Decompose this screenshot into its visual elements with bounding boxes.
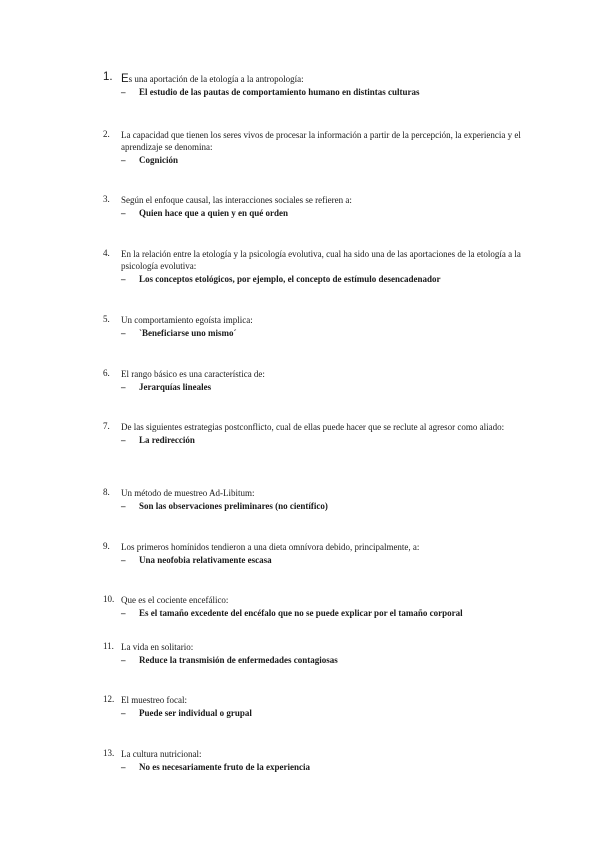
question-number: 1. bbox=[103, 71, 113, 83]
answer bbox=[121, 381, 523, 393]
question-item bbox=[103, 248, 523, 285]
answer-text: Cognición bbox=[139, 155, 179, 165]
bullet-dash: – bbox=[121, 655, 126, 665]
question-number: 7. bbox=[103, 421, 110, 431]
question-text: De las siguientes estrategias postconflicto, cual de ellas puede hacer que se reclute al agresor como aliado: bbox=[121, 422, 505, 432]
answer-text: Es el tamaño excedente del encéfalo que no se puede explicar por el tamaño corporal bbox=[139, 608, 463, 618]
answer-text: Puede ser individual o grupal bbox=[139, 708, 252, 718]
question-item bbox=[103, 487, 523, 512]
bullet-dash: – bbox=[121, 382, 126, 392]
bullet-dash: – bbox=[121, 762, 126, 772]
question-number: 2. bbox=[103, 129, 110, 139]
question-text: La capacidad que tienen los seres vivos de procesar la información a partir de la percepción, la experiencia y el aprendizaje se denomina: bbox=[121, 130, 521, 152]
question-item bbox=[103, 73, 523, 98]
question-number: 13. bbox=[103, 748, 115, 758]
answer-text: Jerarquías lineales bbox=[139, 382, 212, 392]
question-number: 3. bbox=[103, 194, 110, 204]
answer bbox=[121, 554, 523, 566]
question-initial: E bbox=[121, 73, 129, 85]
answer bbox=[121, 607, 523, 619]
answer-text: La redirección bbox=[139, 435, 195, 445]
question-text: Los primeros homínidos tendieron a una dieta omnívora debido, principalmente, a: bbox=[121, 542, 420, 552]
question-item bbox=[103, 641, 523, 666]
question-text: El rango básico es una característica de: bbox=[121, 369, 265, 379]
question-number: 9. bbox=[103, 541, 110, 551]
bullet-dash: – bbox=[121, 501, 126, 511]
question-rest: s una aportación de la etología a la antropología: bbox=[128, 74, 304, 84]
question-text bbox=[121, 73, 523, 85]
answer bbox=[121, 327, 523, 339]
bullet-dash: – bbox=[121, 328, 126, 338]
answer-text: Son las observaciones preliminares (no científico) bbox=[139, 501, 328, 511]
question-text: La cultura nutricional: bbox=[121, 749, 202, 759]
bullet-dash: – bbox=[121, 555, 126, 565]
question-number: 4. bbox=[103, 248, 110, 258]
answer bbox=[121, 86, 523, 98]
answer bbox=[121, 761, 523, 773]
answer-text: No es necesariamente fruto de la experiencia bbox=[139, 762, 310, 772]
answer bbox=[121, 207, 523, 219]
bullet-dash: – bbox=[121, 274, 126, 284]
question-item bbox=[103, 541, 523, 566]
question-item bbox=[103, 594, 523, 619]
answer bbox=[121, 500, 523, 512]
question-text: En la relación entre la etología y la psicología evolutiva, cual ha sido una de las aportaciones de la etología a la psicología evolutiva: bbox=[121, 249, 521, 271]
question-text: Según el enfoque causal, las interacciones sociales se refieren a: bbox=[121, 195, 352, 205]
answer-text: El estudio de las pautas de comportamiento humano en distintas culturas bbox=[139, 87, 420, 97]
answer-text: Una neofobia relativamente escasa bbox=[139, 555, 272, 565]
question-item bbox=[103, 694, 523, 719]
question-text: Que es el cociente encefálico: bbox=[121, 595, 229, 605]
bullet-dash: – bbox=[121, 708, 126, 718]
answer bbox=[121, 273, 523, 285]
question-number: 5. bbox=[103, 314, 110, 324]
question-item bbox=[103, 129, 523, 166]
question-text: Un método de muestreo Ad-Libitum: bbox=[121, 488, 255, 498]
question-item bbox=[103, 421, 523, 446]
answer bbox=[121, 654, 523, 666]
answer bbox=[121, 707, 523, 719]
bullet-dash: – bbox=[121, 608, 126, 618]
answer bbox=[121, 154, 523, 166]
bullet-dash: – bbox=[121, 435, 126, 445]
answer bbox=[121, 434, 523, 446]
question-text: El muestreo focal: bbox=[121, 695, 187, 705]
question-number: 6. bbox=[103, 368, 110, 378]
answer-text: Los conceptos etológicos, por ejemplo, el concepto de estímulo desencadenador bbox=[139, 274, 441, 284]
answer-text: Quien hace que a quien y en qué orden bbox=[139, 208, 289, 218]
question-number: 12. bbox=[103, 694, 115, 704]
question-text: La vida en solitario: bbox=[121, 642, 194, 652]
question-text: Un comportamiento egoísta implica: bbox=[121, 315, 253, 325]
bullet-dash: – bbox=[121, 87, 126, 97]
answer-text: Reduce la transmisión de enfermedades contagiosas bbox=[139, 655, 338, 665]
question-item bbox=[103, 368, 523, 393]
question-item bbox=[103, 194, 523, 219]
bullet-dash: – bbox=[121, 155, 126, 165]
question-number: 11. bbox=[103, 641, 114, 651]
question-number: 10. bbox=[103, 594, 115, 604]
question-item bbox=[103, 314, 523, 339]
question-item bbox=[103, 748, 523, 773]
question-number: 8. bbox=[103, 487, 110, 497]
bullet-dash: – bbox=[121, 208, 126, 218]
answer-text: `Beneficiarse uno mismo´ bbox=[139, 328, 237, 338]
